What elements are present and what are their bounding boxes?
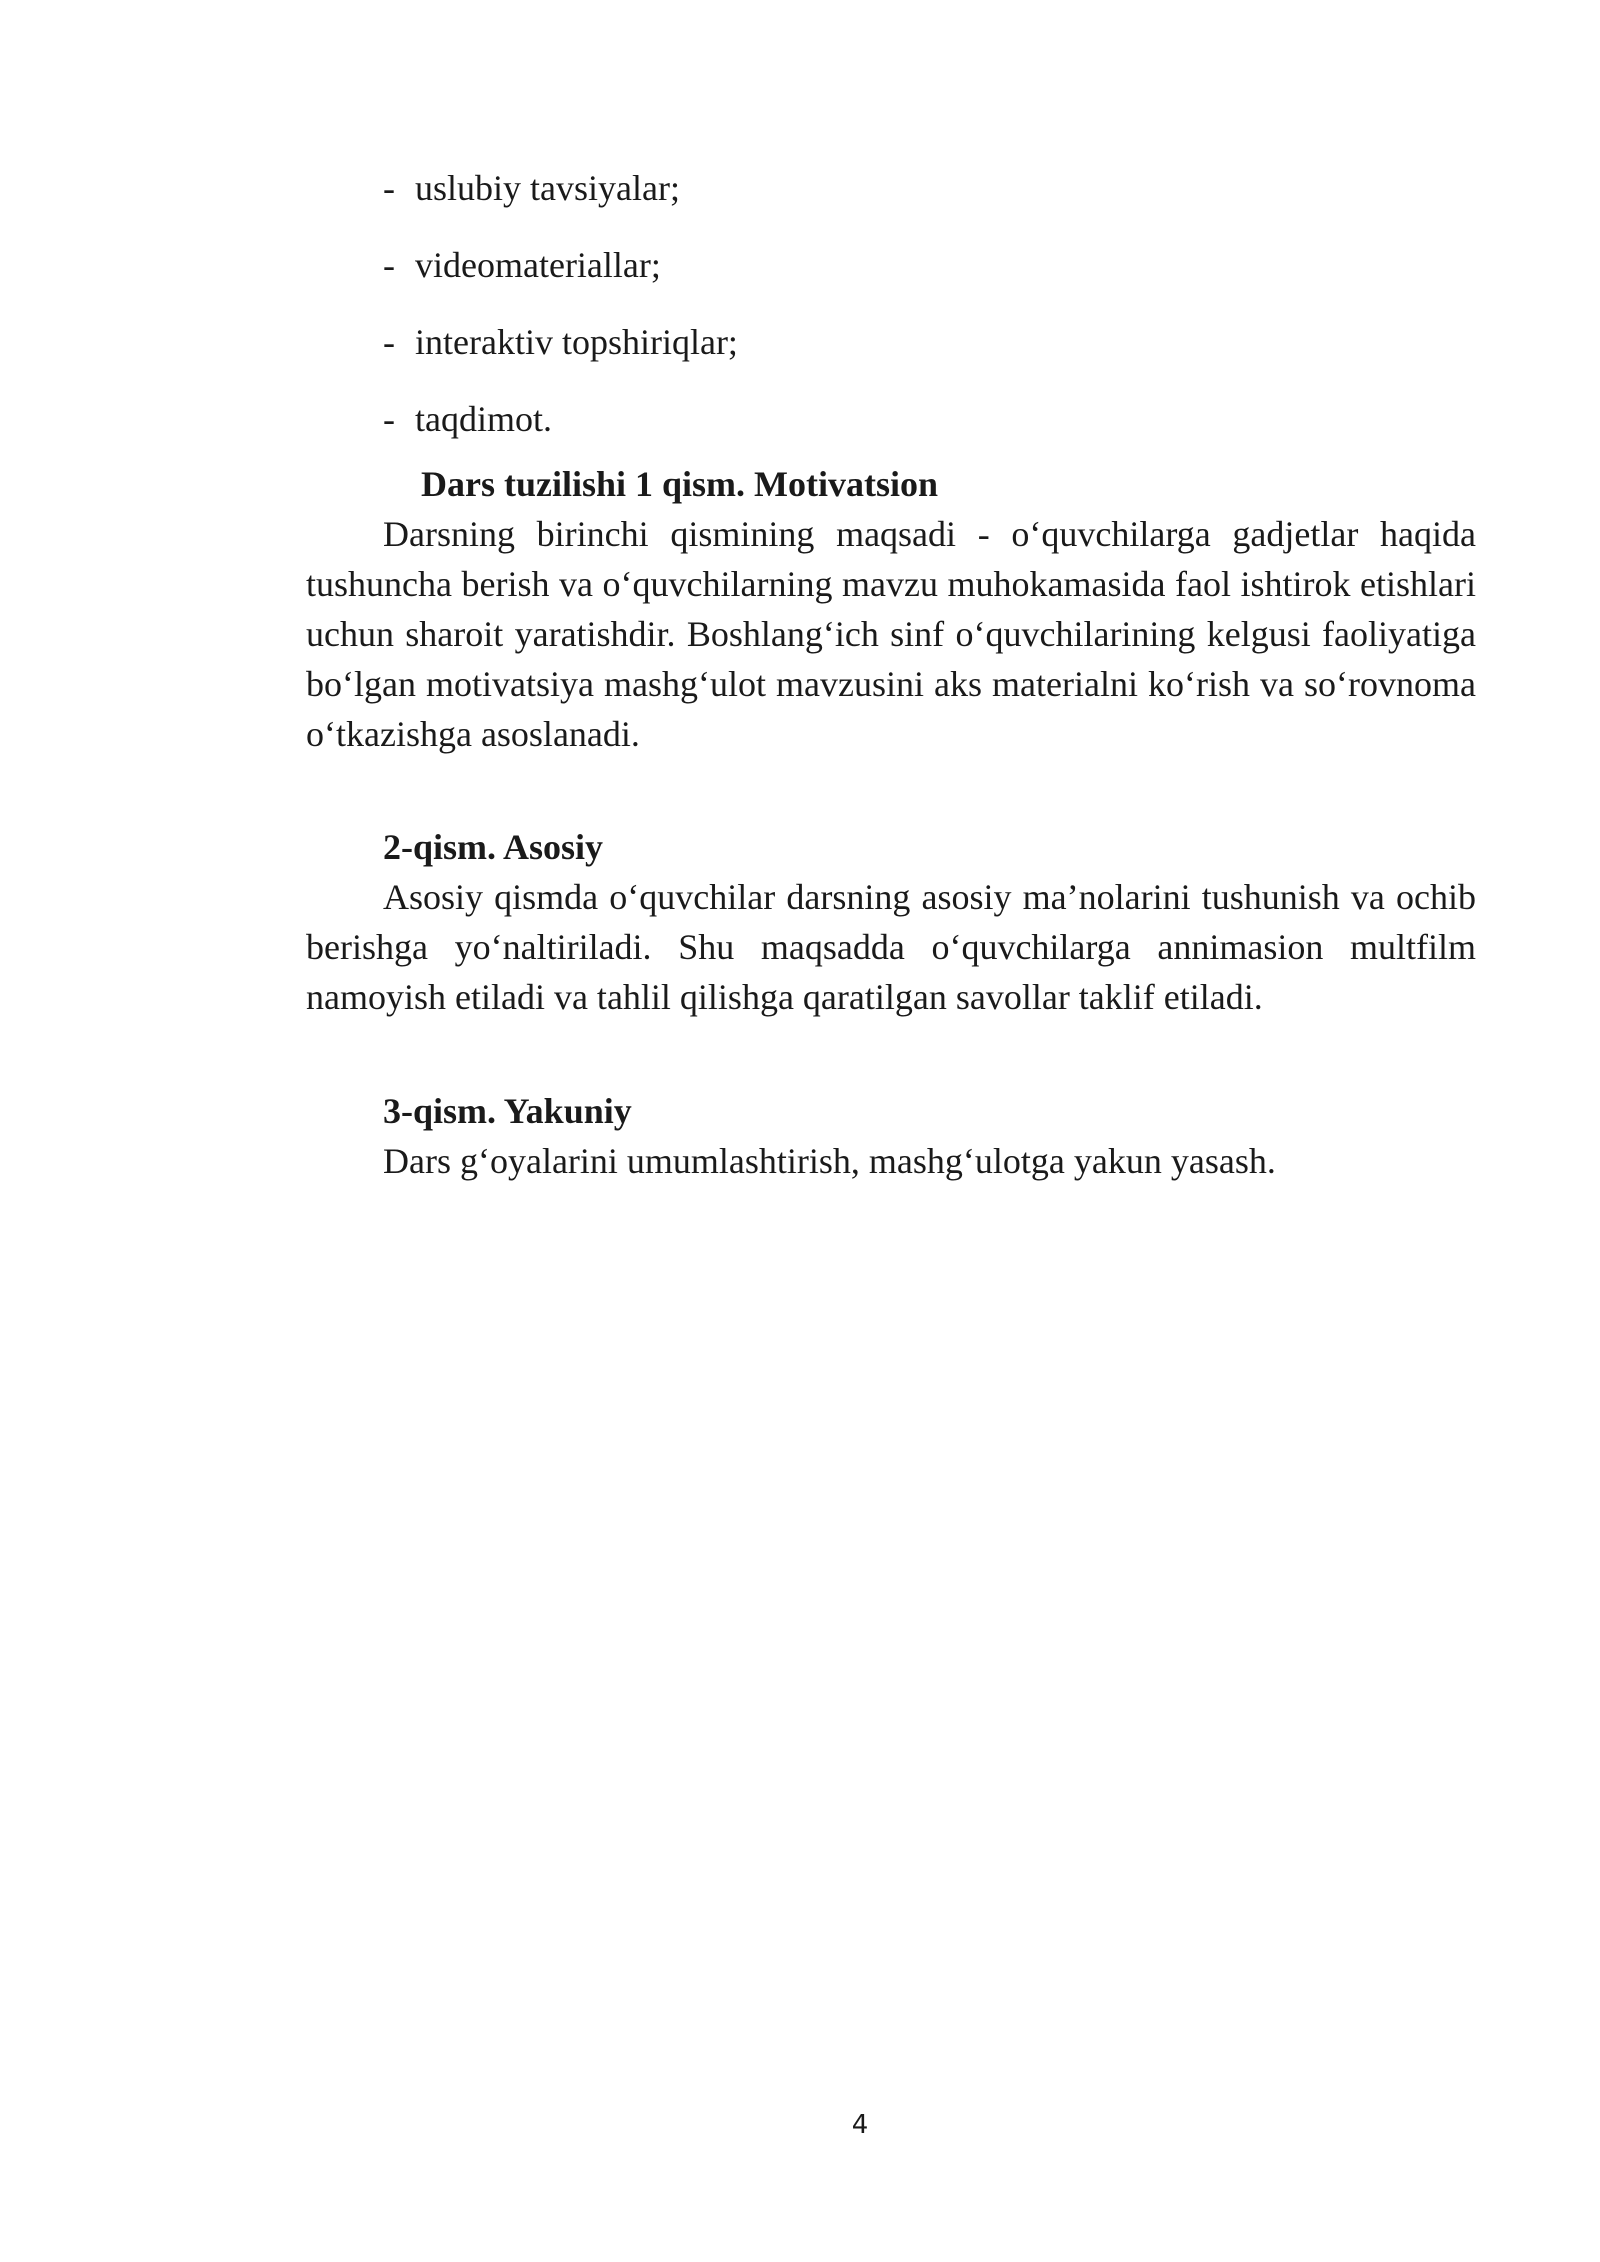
section-body: Asosiy qismda o‘quvchilar darsning asosiy ma’nolarini tushunish va ochib berishga yo‘naltiriladi. Shu maqsadda o‘quvchilarga annimasion multfilm namoyish etiladi va tahlil qilishga qaratilgan savollar taklif etiladi. [306,877,1476,1017]
section-heading: 2-qism. Asosiy [383,827,604,867]
section-heading: Dars tuzilishi 1 qism. Motivatsion [421,464,939,504]
section-motivation [306,459,1476,759]
list-item-text: videomateriallar; [415,245,661,285]
page-number: 4 [851,2110,869,2140]
list-item [383,150,738,227]
section-body: Dars g‘oyalarini umumlashtirish, mashg‘ulotga yakun yasash. [383,1141,1276,1181]
section-body: Darsning birinchi qismining maqsadi - o‘quvchilarga gadjetlar haqida tushuncha berish va o‘quvchilarning mavzu muhokamasida faol ishtirok etishlari uchun sharoit yaratishdir. Boshlang‘ich sinf o‘quvchilarining kelgusi faoliyatiga bo‘lgan motivatsiya mashg‘ulot mavzusini aks materialni ko‘rish va so‘rovnoma o‘tkazishga asoslanadi. [306,514,1476,754]
list-dash: - [383,322,395,362]
list-dash: - [383,245,395,285]
list-item [383,381,738,458]
list-dash: - [383,168,395,208]
list-item [383,304,738,381]
list-item-text: uslubiy tavsiyalar; [415,168,680,208]
resources-list [383,150,738,458]
list-dash: - [383,399,395,439]
list-item [383,227,738,304]
section-main [306,822,1476,1022]
section-final [306,1086,1476,1186]
list-item-text: taqdimot. [415,399,552,439]
list-item-text: interaktiv topshiriqlar; [415,322,738,362]
section-heading: 3-qism. Yakuniy [383,1091,632,1131]
